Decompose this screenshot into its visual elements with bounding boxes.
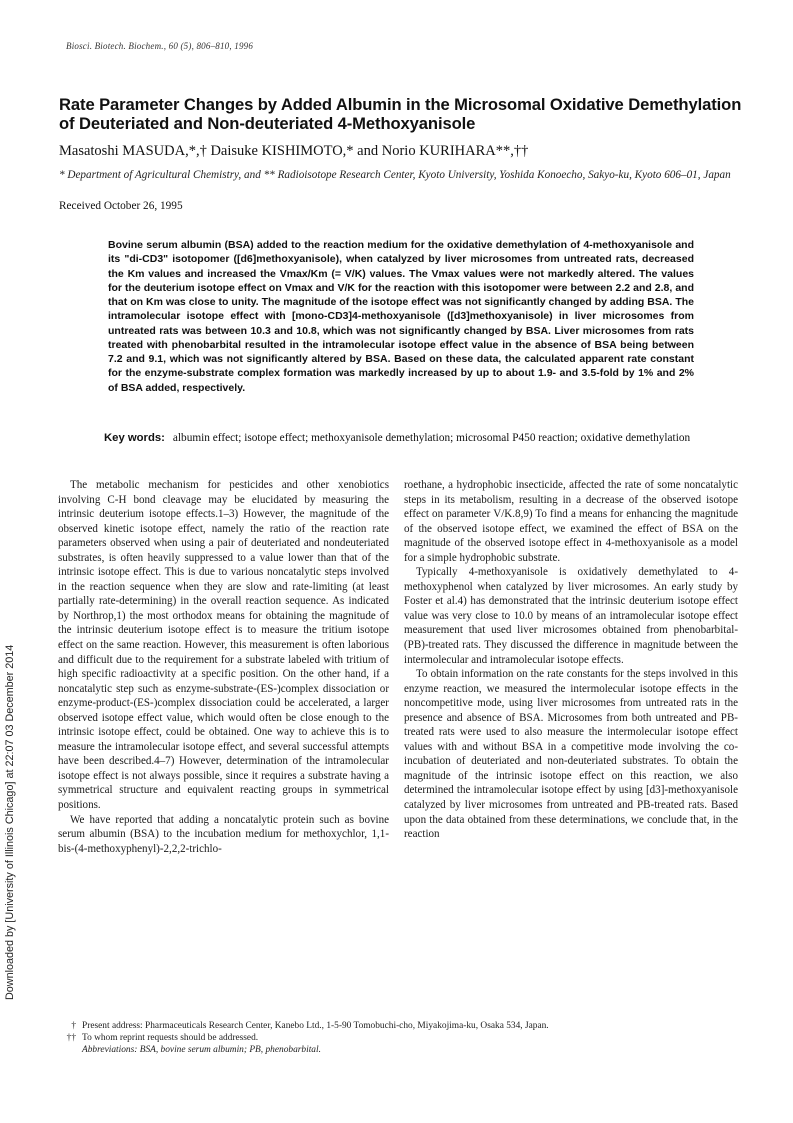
footnote [64, 1044, 744, 1056]
footnote [64, 1020, 744, 1032]
footnote-mark: †† [66, 1033, 76, 1043]
received-date: Received October 26, 1995 [59, 200, 183, 212]
affiliation: * Department of Agricultural Chemistry, and ** Radioisotope Research Center, Kyoto University, Yoshida Konoecho, Sakyo-ku, Kyoto 606–01, Japan [59, 169, 731, 181]
body-column-left [58, 478, 389, 856]
footnotes [64, 1020, 744, 1056]
footnote-text: Present address: Pharmaceuticals Research Center, Kanebo Ltd., 1-5-90 Tomobuchi-cho, Miyakojima-ku, Osaka 534, Japan. [82, 1021, 549, 1031]
keywords [104, 431, 714, 445]
body-paragraph: The metabolic mechanism for pesticides and other xenobiotics involving C-H bond cleavage may be elucidated by measuring the intrinsic deuterium isotope effects.1–3) However, the magnitude of the observed kinetic isotope effect, namely the ratio of the reaction rate parameters observed when using a pair of deuteriated and nondeuteriated substrates, is often heavily suppressed to a value lower than that of the intrinsic isotope effect. This is due to various noncatalytic steps involved in the reaction sequence when they are slow and rate-limiting (at least partially rate-determining) in the overall reaction sequence. As indicated by Northrop,1) the most orthodox means for obtaining the magnitude of the intrinsic deuterium isotope effect is to measure the tritium isotope effect on the same reaction. However, this measurement is often laborious and difficult due to the requirement for a substrate labeled with tritium of high specific radioactivity at a specific position. On the other hand, if a noncatalytic step such as enzyme-substrate-(ES-)complex dissociation or enzyme-product-(ES-)complex dissociation could be accelerated, a larger observed isotope effect value, which would often be close enough to the intrinsic isotope effect, could be obtained. One way to achieve this is to measure the intramolecular isotope effect, and several successful attempts have been described.4–7) However, determination of the intramolecular isotope effect is not always possible, since it requires a substrate having a symmetrical structure and equivalent reacting groups in symmetrical positions. [58, 479, 389, 812]
body-paragraph: We have reported that adding a noncatalytic protein such as bovine serum albumin (BSA) to the incubation medium for methoxychlor, 1,1-bis-(4-methoxyphenyl)-2,2,2-trichlo- [58, 813, 389, 855]
footnote-text: To whom reprint requests should be addressed. [82, 1033, 259, 1043]
article-title: Rate Parameter Changes by Added Albumin in the Microsomal Oxidative Demethylation of Deuteriated and Non-deuteriated 4-Methoxyanisole [59, 95, 742, 133]
body-paragraph: To obtain information on the rate constants for the steps involved in this enzyme reaction, we measured the intermolecular isotope effects in the noncompetitive mode, using liver microsomes from untreated rats in the presence and absence of BSA. Microsomes from both untreated and PB-treated rats were used to also measure the intermolecular isotope effect values with and without BSA in a competitive mode involving the co-incubation of deuteriated and non-deuteriated substrates. To obtain the magnitude of the intrinsic isotope effect on this reaction, we also determined the intramolecular isotope effect by using [d3]-methoxyanisole catalyzed by liver microsomes from untreated and PB-treated rats. Based upon the data obtained from these determinations, we conclude that, in the reaction [404, 668, 738, 841]
download-watermark: Downloaded by [University of Illinois Chicago] at 22:07 03 December 2014 [4, 644, 16, 1000]
journal-citation: Biosci. Biotech. Biochem., 60 (5), 806–810, 1996 [66, 41, 254, 51]
keywords-text: albumin effect; isotope effect; methoxyanisole demethylation; microsomal P450 reaction; oxidative demethylation [172, 432, 691, 444]
body-column-right [404, 478, 738, 842]
footnote-mark: † [71, 1021, 76, 1031]
body-paragraph: roethane, a hydrophobic insecticide, affected the rate of some noncatalytic steps in its metabolism, resulting in a decrease of the observed isotope effect on parameter V/K.8,9) To find a means for enhancing the magnitude of the observed isotope effect, we examined the effect of BSA on the magnitude of the observed isotope effect in 4-methoxyanisole as a model for a simple hydrophobic substrate. [404, 479, 738, 564]
abstract: Bovine serum albumin (BSA) added to the reaction medium for the oxidative demethylation of 4-methoxyanisole and its "di-CD3" isotopomer ([d6]methoxyanisole), when catalyzed by liver microsomes from untreated rats, decreased the Km values and increased the Vmax/Km (= V/K) values. The Vmax values were not markedly altered. The values for the deuterium isotope effect on Vmax and V/K for the reaction with this isotopomer were between 2.2 and 2.8, and that on Km was close to unity. The magnitude of the isotope effect was not significantly changed by adding BSA. The intramolecular isotope effect with [mono-CD3]4-methoxyanisole ([d3]methoxyanisole) in liver microsomes from untreated rats was between 10.3 and 10.8, which was not significantly changed by BSA. Liver microsomes from rats treated with phenobarbital resulted in the intramolecular isotope effect value in the absence of BSA being between 7.2 and 9.1, which was not significantly altered by BSA. Based on these data, the calculated apparent rate constant for the enzyme-substrate complex formation was markedly increased by up to about 1.9- and 3.5-fold by 1% and 2% of BSA added, respectively. [108, 239, 694, 394]
author-list: Masatoshi MASUDA,*,† Daisuke KISHIMOTO,* and Norio KURIHARA**,†† [59, 143, 529, 159]
body-paragraph: Typically 4-methoxyanisole is oxidatively demethylated to 4-methoxyphenol when catalyzed by liver microsomes. An early study by Foster et al.4) has demonstrated that the intrinsic deuterium isotope effect value was very close to 10.0 by means of an intramolecular isotope effect measurement that used liver microsomes obtained from phenobarbital-(PB)-treated rats. They discussed the difference in magnitude between the intermolecular and intramolecular isotope effects. [404, 566, 738, 666]
footnote [64, 1032, 744, 1044]
keywords-label: Key words: [104, 432, 165, 444]
footnote-text: Abbreviations: BSA, bovine serum albumin; PB, phenobarbital. [82, 1045, 321, 1055]
